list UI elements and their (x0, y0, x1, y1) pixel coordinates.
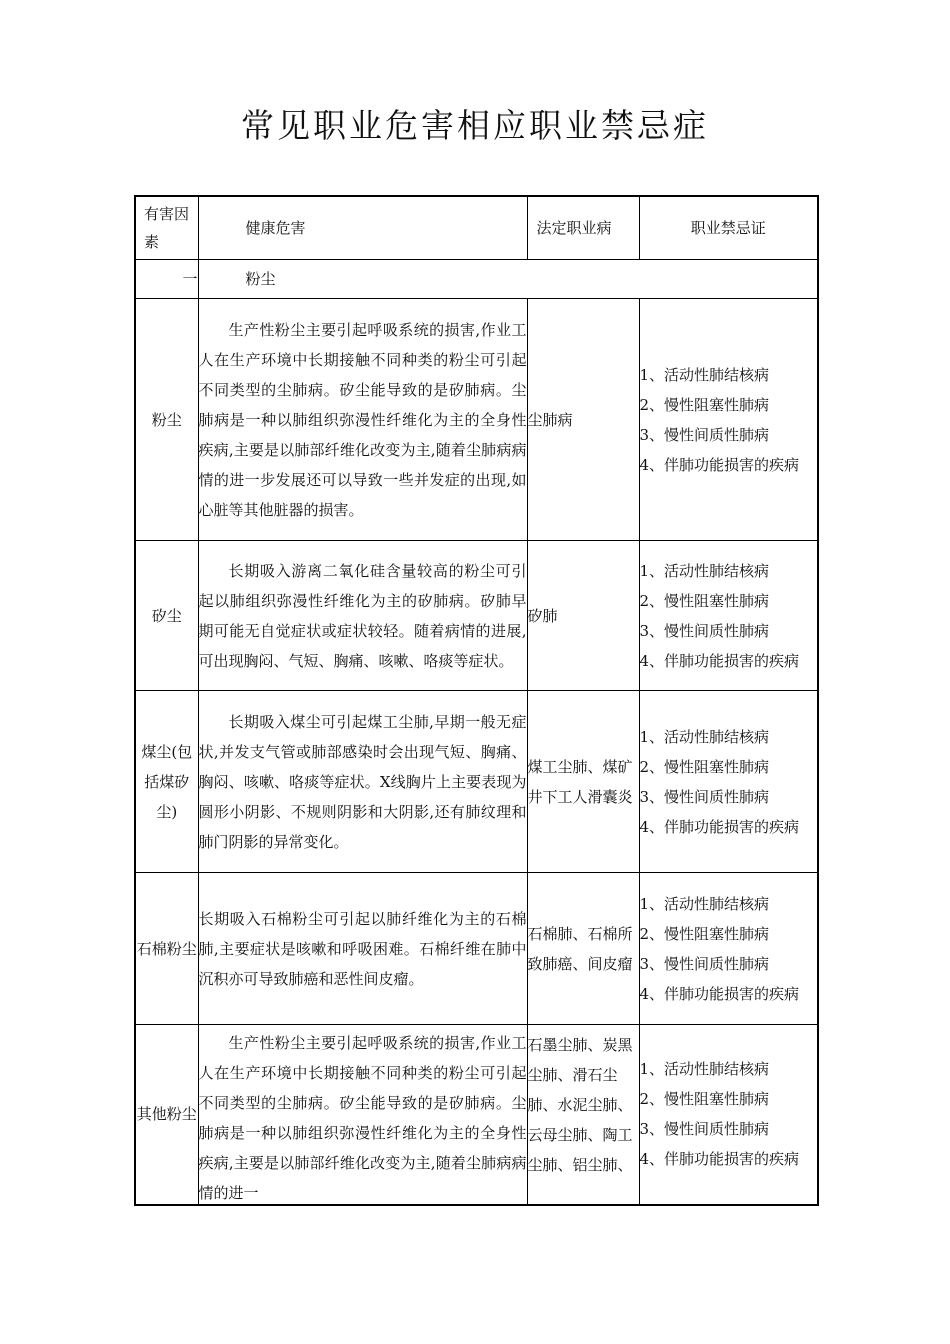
header-factor: 有害因素 (135, 196, 198, 260)
row-contraindications (639, 299, 818, 541)
table-row (135, 299, 818, 541)
contra-item: 3、慢性间质性肺病 (639, 787, 770, 806)
row-disease (527, 1025, 639, 1205)
row-disease-text: 石墨尘肺、炭黑尘肺、滑石尘肺、水泥尘肺、云母尘肺、陶工尘肺、铝尘肺、 (527, 1036, 633, 1175)
row-contraindications (639, 1025, 818, 1205)
row-hazard (198, 691, 527, 873)
table-row (135, 541, 818, 691)
row-contraindications (639, 541, 818, 691)
table-row (135, 1025, 818, 1205)
row-factor: 矽尘 (135, 541, 198, 691)
header-contraindication: 职业禁忌证 (639, 196, 818, 260)
row-disease: 尘肺病 (527, 299, 639, 541)
row-factor: 石棉粉尘 (135, 873, 198, 1025)
row-disease: 煤工尘肺、煤矿井下工人滑囊炎 (527, 691, 639, 873)
row-hazard-text: 生产性粉尘主要引起呼吸系统的损害,作业工人在生产环境中长期接触不同种类的粉尘可引起不同类型的尘肺病。矽尘能导致的是矽肺病。尘肺病是一种以肺组织弥漫性纤维化为主的全身性疾病,主要是以肺部纤维化改变为主,随着尘肺病病情的进一步发展还可以导致一些并发症的出现,如心脏等其他脏器的损害。 (198, 320, 527, 519)
contra-item: 2、慢性阻塞性肺病 (639, 395, 770, 414)
contra-item: 4、伴肺功能损害的疾病 (639, 455, 800, 474)
row-factor: 煤尘(包括煤矽尘) (135, 691, 198, 873)
contra-item: 3、慢性间质性肺病 (639, 1120, 770, 1139)
row-hazard (198, 299, 527, 541)
contra-item: 2、慢性阻塞性肺病 (639, 924, 770, 943)
table-header-row (135, 196, 818, 260)
row-contraindications (639, 691, 818, 873)
contra-item: 4、伴肺功能损害的疾病 (639, 1150, 800, 1169)
contra-item: 1、活动性肺结核病 (639, 561, 770, 580)
header-hazard: 健康危害 (198, 196, 527, 260)
contra-item: 2、慢性阻塞性肺病 (639, 591, 770, 610)
contra-item: 4、伴肺功能损害的疾病 (639, 984, 800, 1003)
row-hazard (198, 1025, 527, 1205)
table-row (135, 691, 818, 873)
contraindication-table (134, 195, 819, 1206)
contra-item: 3、慢性间质性肺病 (639, 425, 770, 444)
section-name: 粉尘 (198, 260, 818, 299)
row-hazard-text: 生产性粉尘主要引起呼吸系统的损害,作业工人在生产环境中长期接触不同种类的粉尘可引起不同类型的尘肺病。矽尘能导致的是矽肺病。尘肺病是一种以肺组织弥漫性纤维化为主的全身性疾病,主要是以肺部纤维化改变为主,随着尘肺病病情的进一 (198, 1034, 527, 1201)
row-disease: 矽肺 (527, 541, 639, 691)
contra-item: 3、慢性间质性肺病 (639, 954, 770, 973)
row-hazard-text: 长期吸入石棉粉尘可引起以肺纤维化为主的石棉肺,主要症状是咳嗽和呼吸困难。石棉纤维在肺中沉积亦可导致肺癌和恶性间皮瘤。 (198, 909, 527, 988)
contra-item: 4、伴肺功能损害的疾病 (639, 817, 800, 836)
section-row (135, 260, 818, 299)
contra-item: 3、慢性间质性肺病 (639, 621, 770, 640)
row-hazard-text: 长期吸入煤尘可引起煤工尘肺,早期一般无症状,并发支气管或肺部感染时会出现气短、胸痛、胸闷、咳嗽、咯痰等症状。X线胸片上主要表现为圆形小阴影、不规则阴影和大阴影,还有肺纹理和肺门阴影的异常变化。 (198, 712, 527, 851)
contra-item: 2、慢性阻塞性肺病 (639, 1090, 770, 1109)
contra-item: 4、伴肺功能损害的疾病 (639, 651, 800, 670)
row-factor: 其他粉尘 (135, 1025, 198, 1205)
contra-item: 1、活动性肺结核病 (639, 894, 770, 913)
header-disease: 法定职业病 (527, 196, 639, 260)
row-disease: 石棉肺、石棉所致肺癌、间皮瘤 (527, 873, 639, 1025)
table-row (135, 873, 818, 1025)
row-factor: 粉尘 (135, 299, 198, 541)
row-hazard (198, 873, 527, 1025)
contra-item: 1、活动性肺结核病 (639, 1060, 770, 1079)
contra-item: 2、慢性阻塞性肺病 (639, 757, 770, 776)
contra-item: 1、活动性肺结核病 (639, 727, 770, 746)
contra-item: 1、活动性肺结核病 (639, 365, 770, 384)
row-hazard (198, 541, 527, 691)
page-title: 常见职业危害相应职业禁忌症 (241, 106, 709, 145)
row-contraindications (639, 873, 818, 1025)
row-hazard-text: 长期吸入游离二氧化硅含量较高的粉尘可引起以肺组织弥漫性纤维化为主的矽肺病。矽肺早期可能无自觉症状或症状较轻。随着病情的进展,可出现胸闷、气短、胸痛、咳嗽、咯痰等症状。 (198, 561, 527, 670)
section-number: 一 (135, 260, 198, 299)
